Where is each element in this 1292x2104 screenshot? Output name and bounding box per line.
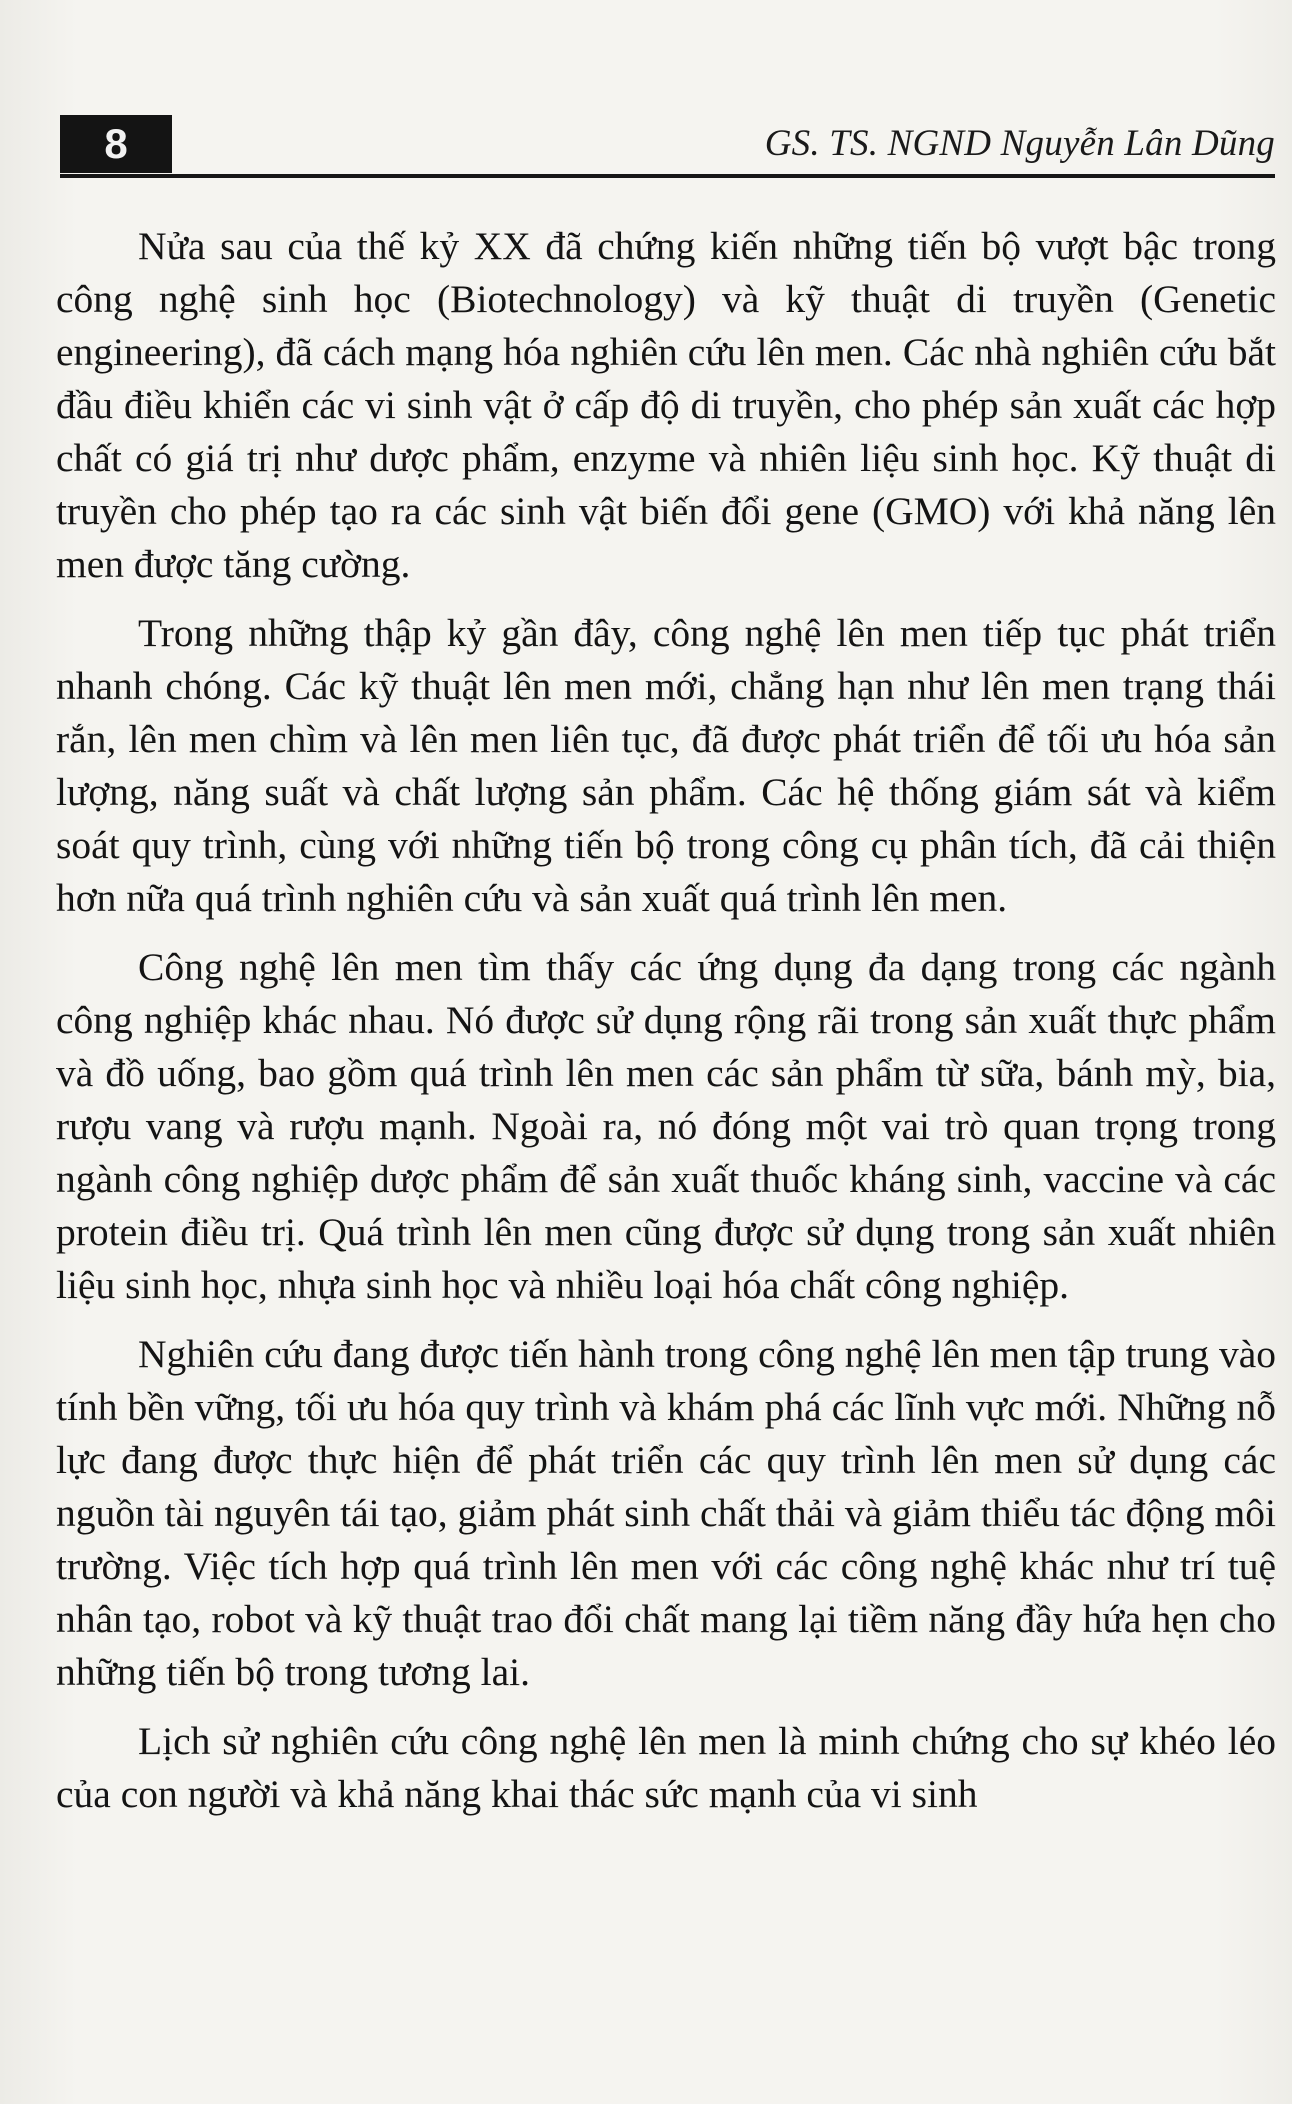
header-divider bbox=[60, 174, 1275, 178]
body-text bbox=[56, 220, 1276, 2080]
paragraph: Trong những thập kỷ gần đây, công nghệ lên men tiếp tục phát triển nhanh chóng. Các kỹ thuật lên men mới, chẳng hạn như lên men trạng thái rắn, lên men chìm và lên men liên tục, đã được phát triển để tối ưu hóa sản lượng, năng suất và chất lượng sản phẩm. Các hệ thống giám sát và kiểm soát quy trình, cùng với những tiến bộ trong công cụ phân tích, đã cải thiện hơn nữa quá trình nghiên cứu và sản xuất quá trình lên men. bbox=[56, 611, 1276, 920]
paragraph: Lịch sử nghiên cứu công nghệ lên men là minh chứng cho sự khéo léo của con người và khả năng khai thác sức mạnh của vi sinh bbox=[56, 1719, 1276, 1816]
page-number: 8 bbox=[60, 115, 172, 173]
page-header bbox=[60, 112, 1275, 178]
paragraph: Công nghệ lên men tìm thấy các ứng dụng đa dạng trong các ngành công nghiệp khác nhau. Nó được sử dụng rộng rãi trong sản xuất thực phẩm và đồ uống, bao gồm quá trình lên men các sản phẩm từ sữa, bánh mỳ, bia, rượu vang và rượu mạnh. Ngoài ra, nó đóng một vai trò quan trọng trong ngành công nghiệp dược phẩm để sản xuất thuốc kháng sinh, vaccine và các protein điều trị. Quá trình lên men cũng được sử dụng trong sản xuất nhiên liệu sinh học, nhựa sinh học và nhiều loại hóa chất công nghiệp. bbox=[56, 945, 1276, 1307]
paragraph: Nửa sau của thế kỷ XX đã chứng kiến những tiến bộ vượt bậc trong công nghệ sinh học (Biotechnology) và kỹ thuật di truyền (Genetic engineering), đã cách mạng hóa nghiên cứu lên men. Các nhà nghiên cứu bắt đầu điều khiển các vi sinh vật ở cấp độ di truyền, cho phép sản xuất các hợp chất có giá trị như dược phẩm, enzyme và nhiên liệu sinh học. Kỹ thuật di truyền cho phép tạo ra các sinh vật biến đổi gene (GMO) với khả năng lên men được tăng cường. bbox=[56, 224, 1276, 586]
paragraph: Nghiên cứu đang được tiến hành trong công nghệ lên men tập trung vào tính bền vững, tối ưu hóa quy trình và khám phá các lĩnh vực mới. Những nỗ lực đang được thực hiện để phát triển các quy trình lên men sử dụng các nguồn tài nguyên tái tạo, giảm phát sinh chất thải và giảm thiểu tác động môi trường. Việc tích hợp quá trình lên men với các công nghệ khác như trí tuệ nhân tạo, robot và kỹ thuật trao đổi chất mang lại tiềm năng đầy hứa hẹn cho những tiến bộ trong tương lai. bbox=[56, 1332, 1276, 1694]
running-head-author: GS. TS. NGND Nguyễn Lân Dũng bbox=[764, 123, 1275, 164]
